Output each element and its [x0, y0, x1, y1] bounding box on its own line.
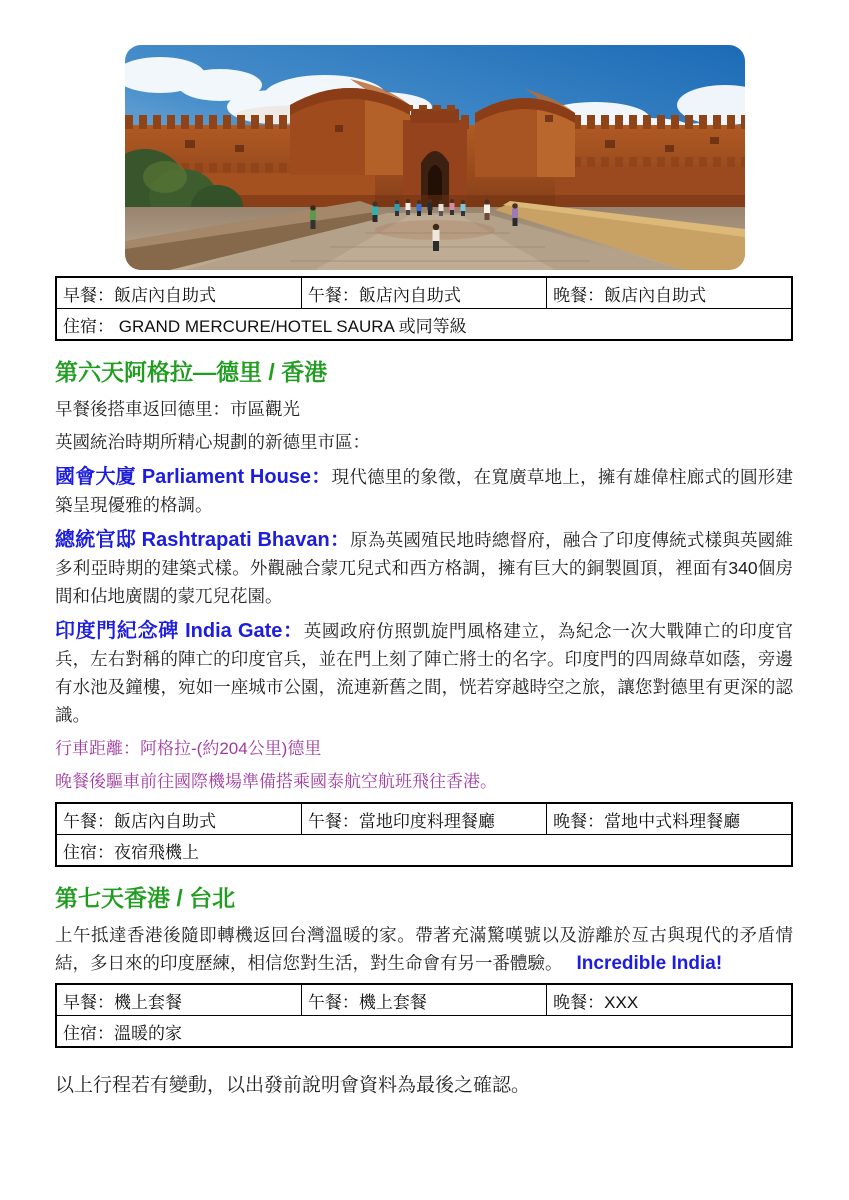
parliament-house-body: 現代德里的象徵，在寬廣草地上，擁有雄偉柱廊式的圓形建築呈現優雅的格調。: [55, 467, 793, 515]
itinerary-disclaimer: 以上行程若有變動，以出發前說明會資料為最後之確認。: [55, 1075, 531, 1096]
breakfast-cell: 早餐：飯店內自助式: [56, 277, 301, 309]
document-content: [55, 276, 793, 1100]
evening-transfer-note: 晚餐後驅車前往國際機場準備搭乘國泰航空航班飛往香港。: [55, 772, 497, 791]
day7-body-text: 上午抵達香港後隨即轉機返回台灣溫暖的家。帶著充滿驚嘆號以及游離於亙古與現代的矛盾情結，多日來的印度歷練，相信您對生活，對生命會有另一番體驗。: [55, 925, 793, 973]
lunch-cell: 午餐：機上套餐: [301, 984, 546, 1016]
day6-paragraph-1: 早餐後搭車返回德里：市區觀光: [55, 399, 300, 419]
breakfast-cell: 午餐：飯店內自助式: [56, 803, 301, 835]
day6-heading: 第六天阿格拉—德里 / 香港: [55, 359, 328, 385]
driving-distance-note: 行車距離：阿格拉-(約204公里)德里: [55, 739, 322, 758]
lunch-cell: 午餐：飯店內自助式: [301, 277, 546, 309]
meal-table-day6: [55, 802, 793, 867]
table-row: [56, 309, 792, 341]
india-gate-title: 印度門紀念碑 India Gate：: [55, 620, 304, 642]
day7-heading: 第七天香港 / 台北: [55, 885, 236, 911]
dinner-cell: 晚餐：當地中式料理餐廳: [547, 803, 792, 835]
lunch-cell: 午餐：當地印度料理餐廳: [301, 803, 546, 835]
table-row: [56, 803, 792, 835]
meal-table-day7: [55, 983, 793, 1048]
lodging-cell: 住宿：夜宿飛機上: [56, 835, 792, 867]
table-row: [56, 835, 792, 867]
incredible-india-highlight: Incredible India!: [576, 953, 723, 974]
section-india-gate: [55, 617, 793, 729]
section-parliament-house: [55, 463, 793, 519]
india-gate-body: 英國政府仿照凱旋門風格建立，為紀念一次大戰陣亡的印度官兵，左右對稱的陣亡的印度官兵，並在門上刻了陣亡將士的名字。印度門的四周綠草如蔭，旁邊有水池及鐘樓，宛如一座城市公園，流連新舊之間，恍若穿越時空之旅，讓您對德里有更深的認識。: [55, 621, 794, 725]
day6-paragraph-2: 英國統治時期所精心規劃的新德里市區：: [55, 432, 370, 452]
table-row: [56, 1016, 792, 1048]
rashtrapati-bhavan-body: 原為英國殖民地時總督府，融合了印度傳統式樣與英國維多利亞時期的建築式樣。外觀融合蒙兀兒式和西方格調，擁有巨大的銅製圓頂，裡面有340個房間和佔地廣闊的蒙兀兒花園。: [55, 530, 794, 606]
dinner-cell: 晚餐：飯店內自助式: [547, 277, 792, 309]
agra-fort-photo: [125, 45, 745, 270]
meal-table-day5: [55, 276, 793, 341]
table-row: [56, 984, 792, 1016]
day7-paragraph: [55, 921, 793, 978]
table-row: [56, 277, 792, 309]
dinner-cell: 晚餐：XXX: [547, 984, 792, 1016]
breakfast-cell: 早餐：機上套餐: [56, 984, 301, 1016]
lodging-cell: 住宿：溫暖的家: [56, 1016, 792, 1048]
parliament-house-title: 國會大廈 Parliament House：: [55, 466, 332, 488]
section-rashtrapati-bhavan: [55, 526, 793, 610]
lodging-cell: 住宿： GRAND MERCURE/HOTEL SAURA 或同等級: [56, 309, 792, 341]
agra-fort-illustration: [125, 45, 745, 270]
rashtrapati-bhavan-title: 總統官邸 Rashtrapati Bhavan：: [55, 529, 351, 551]
